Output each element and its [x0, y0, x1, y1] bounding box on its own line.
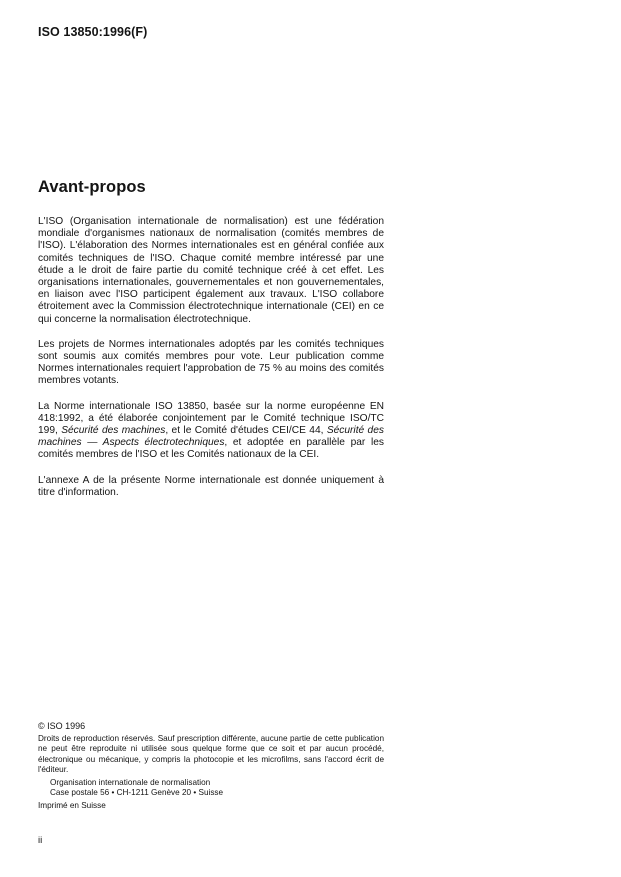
origin-text-3: , et adoptée en parallèle par les comités membres de l'ISO et les Comités nationaux de la CEI.	[38, 437, 384, 461]
paragraph-voting: Les projets de Normes internationales adoptés par les comités techniques sont soumis aux comités membres pour vote. Leur publication comme Normes internationales requiert l'approbation de 75 % au moins des comités membres votants.	[38, 338, 384, 387]
page-number: ii	[38, 835, 43, 846]
paragraph-annex-note: L'annexe A de la présente Norme internationale est donnée uniquement à titre d'information.	[38, 474, 384, 498]
paragraph-standard-origin	[38, 401, 384, 462]
paragraph-iso-description: L'ISO (Organisation internationale de normalisation) est une fédération mondiale d'organismes nationaux de normalisation (comités membres de l'ISO). L'élaboration des Normes internationales est en général confiée aux comités techniques de l'ISO. Chaque comité membre intéressé par une étude a le droit de faire partie du comité technique créé à cet effet. Les organisations internationales, gouvernementales et non gouvernementales, en liaison avec l'ISO participent également aux travaux. L'ISO collabore étroitement avec la Commission électrotechnique internationale (CEI) en ce qui concerne la normalisation électrotechnique.	[38, 216, 384, 325]
foreword-body	[38, 216, 384, 512]
organisation-name: Organisation internationale de normalisation	[50, 778, 211, 788]
copyright-line: © ISO 1996	[38, 721, 86, 731]
postal-address: Case postale 56 • CH-1211 Genève 20 • Suisse	[50, 788, 224, 798]
printed-in: Imprimé en Suisse	[38, 801, 106, 811]
origin-text-1: La Norme internationale ISO 13850, basée sur la norme européenne EN 418:1992, a été élaborée conjointement par le Comité technique ISO/TC 199,	[38, 400, 384, 437]
copyright-block	[38, 721, 384, 812]
rights-notice: Droits de reproduction réservés. Sauf prescription différente, aucune partie de cette publication ne peut être reproduite ni utilisée sous quelque forme que ce soit et par aucun procédé, électronique ou mécanique, y compris la photocopie et les microfilms, sans l'accord écrit de l'éditeur.	[38, 734, 384, 774]
document-code: ISO 13850:1996(F)	[38, 25, 148, 39]
publisher-address	[38, 778, 384, 798]
section-title: Avant-propos	[38, 178, 146, 196]
origin-text-2: , et le Comité d'études CEI/CE 44,	[165, 425, 327, 437]
committee-title-1: Sécurité des machines	[61, 425, 166, 437]
committee-title-2: Sécurité des machines — Aspects électrotechniques	[38, 425, 384, 449]
